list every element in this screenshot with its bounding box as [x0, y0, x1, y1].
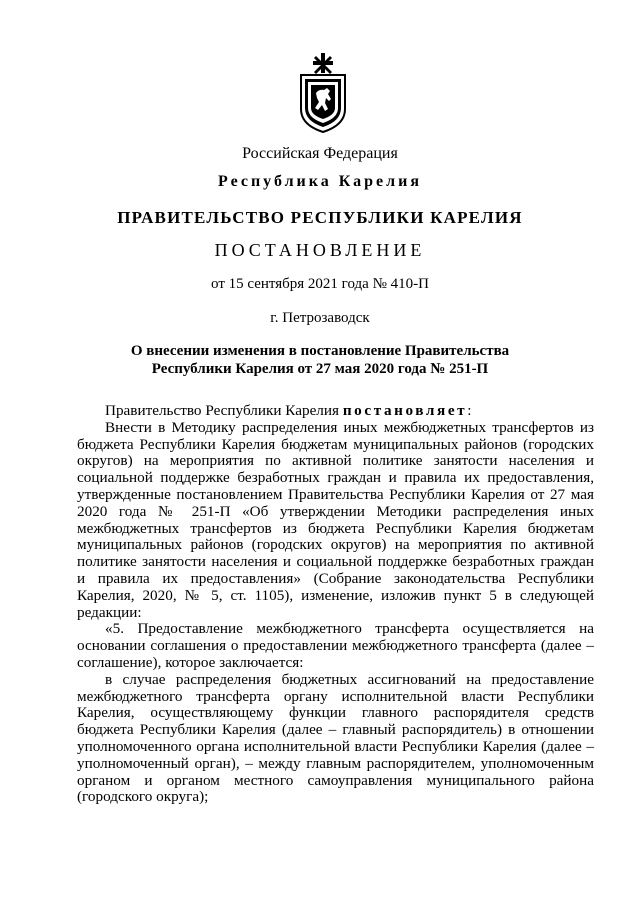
paragraph-point-5: «5. Предоставление межбюджетного трансферта осуществляется на основании соглашения о предоставлении межбюджетного трансферта (далее – соглашение), которое заключается:: [77, 620, 594, 671]
paragraph-case: в случае распределения бюджетных ассигнований на предоставление межбюджетного трансферта органу исполнительной власти Республики Карелия, осуществляющему функции главного распорядителя средств бюджета Республики Карелия (далее – главный распорядитель) в отношении уполномоченного органа исполнительной власти Республики Карелия (далее – уполномоченный орган), – между главным распорядителем, уполномоченным органом и органом местного самоуправления муниципального района (городского округа);: [77, 670, 594, 806]
republic-name: Республика Карелия: [218, 173, 422, 190]
document-title: [0, 342, 640, 378]
resolution-colon: :: [467, 402, 472, 419]
paragraph-amendment: Внести в Методику распределения иных межбюджетных трансфертов из бюджета Республики Карелия бюджетам муниципальных районов (городских округов) на мероприятия по активной политике занятости населения и социальной поддержке безработных граждан и правила их предоставления, утвержденные постановлением Правительства Республики Карелия от 27 мая 2020 года № 251-П «Об утверждении Методики распределения иных межбюджетных трансфертов из бюджета Республики Карелия бюджетам муниципальных районов (городских округов) на мероприятия по активной политике занятости населения и социальной поддержке безработных граждан и правила их предоставления» (Собрание законодательства Республики Карелия, 2020, № 5, ст. 1105), изменение, изложив пункт 5 в следующей редакции:: [77, 418, 594, 621]
government-name: ПРАВИТЕЛЬСТВО РЕСПУБЛИКИ КАРЕЛИЯ: [117, 208, 523, 227]
country-name: Российская Федерация: [242, 145, 398, 162]
paragraph-resolution: [77, 403, 594, 420]
document-type: ПОСТАНОВЛЕНИЕ: [214, 240, 426, 260]
document-city: г. Петрозаводск: [270, 310, 370, 326]
title-line-2: Республики Карелия от 27 мая 2020 года № 251-П: [151, 361, 489, 377]
resolution-verb: постановляет: [342, 402, 468, 419]
document-date: от 15 сентября 2021 года № 410-П: [211, 276, 429, 292]
resolution-lead: Правительство Республики Карелия: [105, 402, 343, 419]
title-line-1: О внесении изменения в постановление Правительства: [130, 343, 510, 359]
document-body: [77, 403, 594, 806]
karelia-coat-of-arms-icon: [299, 53, 347, 133]
